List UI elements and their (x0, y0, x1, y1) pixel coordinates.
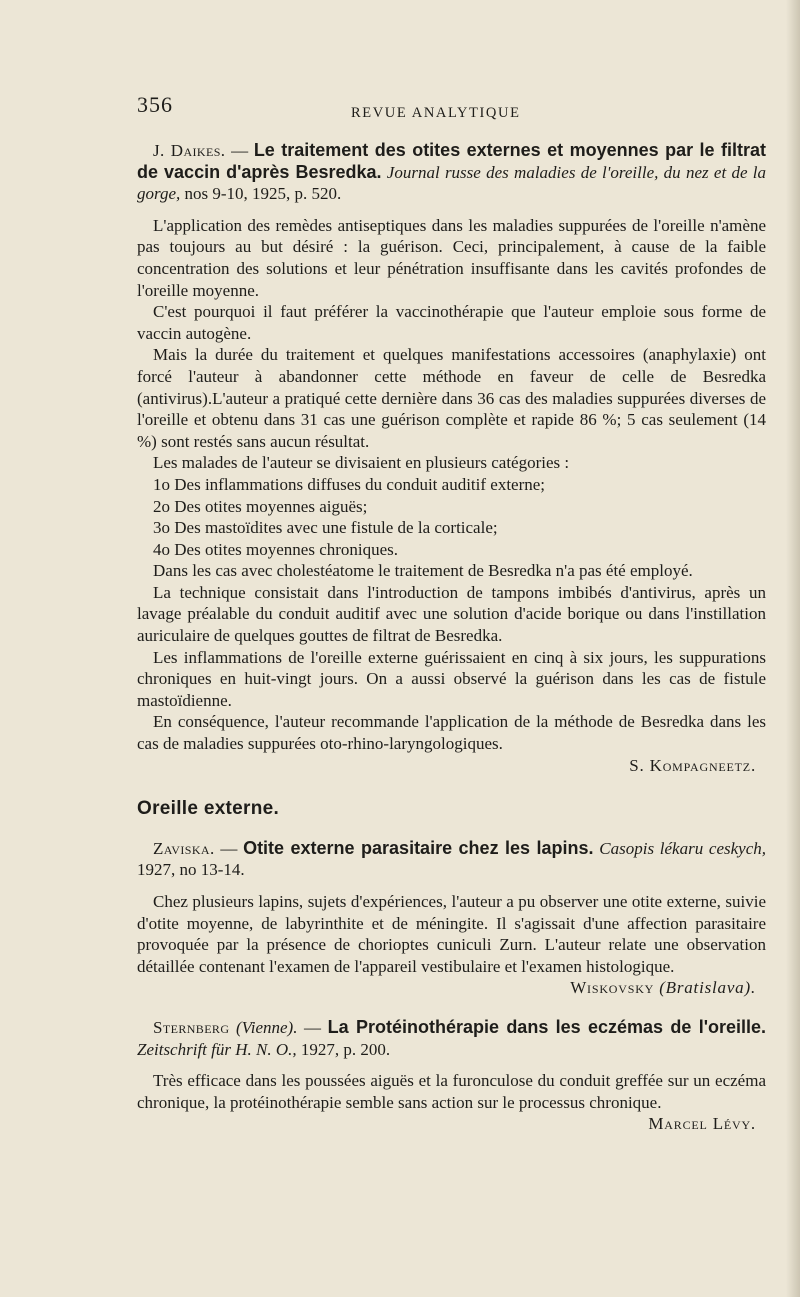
article1-list-item: 2o Des otites moyennes aiguës; (153, 496, 368, 516)
article3-heading (137, 1017, 766, 1060)
article1-paragraph: En conséquence, l'auteur recommande l'application de la méthode de Besredka dans les cas de maladies suppurées oto-rhino-laryngologiques. (137, 712, 766, 754)
page-content (137, 92, 766, 1135)
article1-list-item: 4o Des otites moyennes chroniques. (153, 539, 399, 559)
article1-paragraph: Mais la durée du traitement et quelques manifestations accessoires (anaphylaxie) ont forcé l'auteur à abandonner cette méthode en faveur de celle de Besredka (antivirus).L'auteur a pratiqué cette dernière dans 36 cas des maladies suppurées diverses de l'oreille et obtenu dans 31 cas une guérison complète et rapide 86 %; 5 cas seulement (14 %) sont restés sans aucun résultat. (137, 345, 766, 451)
article1-paragraph: C'est pourquoi il faut préférer la vaccinothérapie que l'auteur emploie sous forme de vaccin autogène. (137, 302, 766, 343)
article2-signature (137, 977, 766, 999)
article2-heading (137, 838, 766, 881)
article1-signature: S. Kompagneetz. (629, 755, 756, 775)
article1-journal: Journal russe des maladies de l'oreille, du nez et de la gorge, (137, 162, 766, 204)
article1-heading (137, 140, 766, 205)
article2-paragraph: Chez plusieurs lapins, sujets d'expériences, l'auteur a pu observer une otite externe, suivie d'otite moyenne, de labyrinthite et de méningite. Il s'agissait d'une affection parasitaire provoquée par la présence de chorioptes cuniculi Zurn. L'auteur relate une observation détaillée contenant l'examen de l'appareil vestibulaire et l'examen histologique. (137, 892, 766, 976)
article3-signature: Marcel Lévy. (648, 1114, 756, 1134)
article3-journal: Zeitschrift für H. N. O., (137, 1039, 297, 1059)
article3-paragraph: Très efficace dans les poussées aiguës et la furonculose du conduit greffée sur un eczéma chronique, la protéinothérapie semble sans action sur le processus chronique. (137, 1071, 766, 1112)
article1-paragraph: Les malades de l'auteur se divisaient en plusieurs catégories : (153, 453, 570, 473)
article1-list-item: 3o Des mastoïdites avec une fistule de la corticale; (153, 518, 498, 538)
article3-author: Sternberg (153, 1017, 230, 1037)
article2-journal: Casopis lékaru ceskych, (599, 838, 767, 858)
page-header (137, 92, 766, 126)
article3-author-place: (Vienne). (229, 1017, 298, 1037)
article1-author: J. Daikes. (153, 141, 226, 160)
article1-paragraph: L'application des remèdes antiseptiques dans les maladies suppurées de l'oreille n'amène pas toujours au but désiré : la guérison. Ceci, principalement, à cause de la faible concentration des solutions et leur pénétration insuffisante dans les cavités profondes de l'oreille moyenne. (137, 215, 766, 300)
article1-citation: nos 9-10, 1925, p. 520. (180, 184, 342, 204)
article1-title: Le traitement des otites externes et moyennes par le filtrat de vaccin d'après Besredka. (137, 140, 766, 182)
article2-dash: — (214, 838, 244, 858)
page-number: 356 (137, 92, 173, 117)
article1-paragraph: Dans les cas avec cholestéatome le traitement de Besredka n'a pas été employé. (153, 561, 693, 581)
article1-dash: — (225, 141, 254, 160)
article3-citation: 1927, p. 200. (296, 1039, 391, 1059)
section-title: Oreille externe. (137, 798, 280, 820)
article1-paragraph: Les inflammations de l'oreille externe guérissaient en cinq à six jours, les suppurations chroniques en huit-vingt jours. On a aussi observé la guérison dans les cas de fistule mastoïdienne. (137, 647, 766, 710)
article2-citation: 1927, no 13-14. (137, 860, 245, 880)
page-edge-shadow (786, 0, 800, 1297)
article1-paragraph: La technique consistait dans l'introduction de tampons imbibés d'antivirus, après un lavage préalable du conduit auditif avec une solution d'acide borique ou dans l'instillation auriculaire de quelques gouttes de filtrat de Besredka. (137, 582, 766, 646)
article2-signature-name: Wiskovsky (570, 978, 660, 998)
article3-dash: — (297, 1017, 328, 1037)
article1-list-item: 1o Des inflammations diffuses du conduit auditif externe; (153, 474, 546, 494)
article2-signature-place: (Bratislava). (659, 978, 756, 998)
article3-title: La Protéinothérapie dans les eczémas de l'oreille. (327, 1016, 767, 1037)
article2-author: Zaviska. (153, 838, 215, 858)
article2-title: Otite externe parasitaire chez les lapins. (243, 837, 594, 858)
running-head: REVUE ANALYTIQUE (351, 105, 521, 121)
